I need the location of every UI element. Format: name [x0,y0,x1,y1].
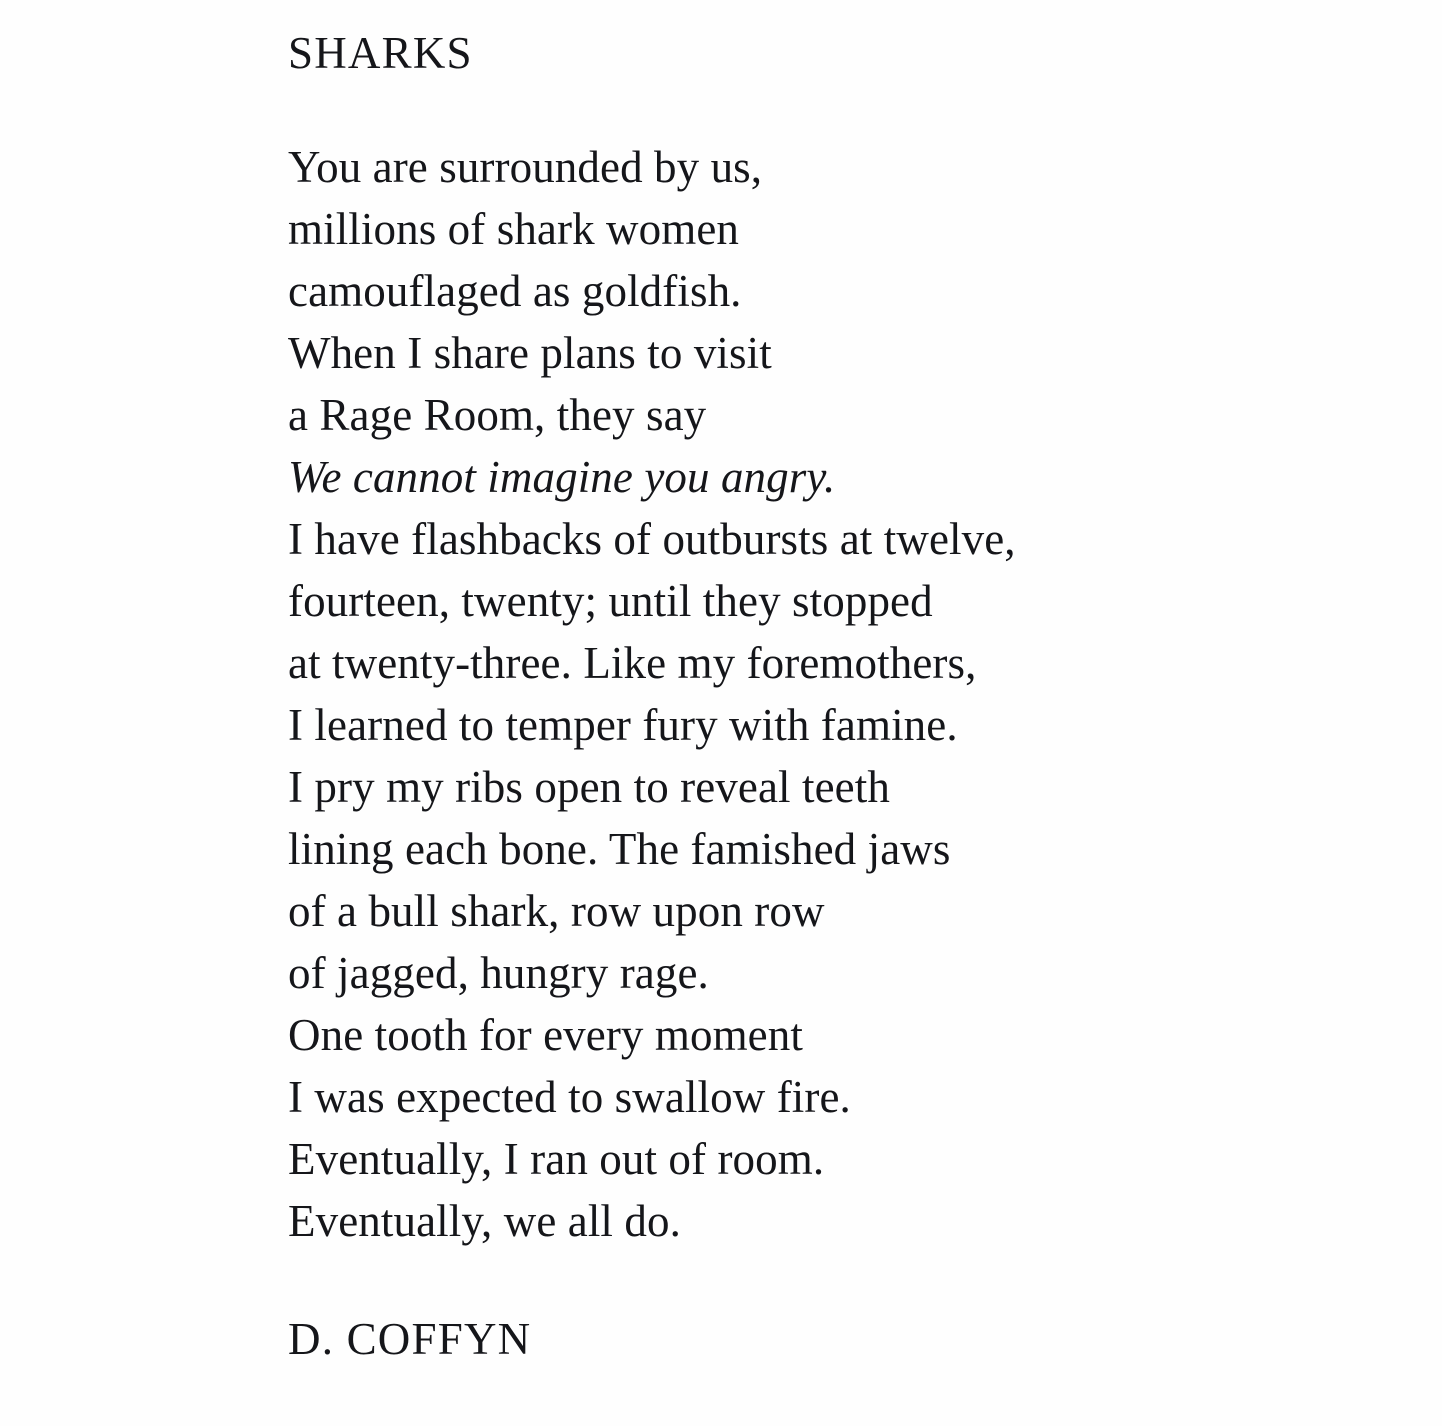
poem-line: I was expected to swallow fire. [288,1072,851,1122]
poem-line: I have flashbacks of outbursts at twelve, [288,514,1016,564]
poem-line: Eventually, we all do. [288,1196,681,1246]
poem-line: at twenty-three. Like my foremothers, [288,638,977,688]
poem-line: a Rage Room, they say [288,390,707,440]
poem-line: lining each bone. The famished jaws [288,824,951,874]
poem-line: millions of shark women [288,204,740,254]
poem-line: of jagged, hungry rage. [288,948,709,998]
poem-line: camouflaged as goldfish. [288,266,742,316]
poem-line: One tooth for every moment [288,1010,803,1060]
poem-line: of a bull shark, row upon row [288,886,825,936]
page-title: SHARKS [288,28,473,78]
poem-line: Eventually, I ran out of room. [288,1134,825,1184]
author-byline: D. COFFYN [288,1314,532,1364]
poem-line: We cannot imagine you angry. [288,452,836,502]
poem-line: You are surrounded by us, [288,142,763,192]
poem-body [288,136,1382,1252]
poem-line: fourteen, twenty; until they stopped [288,576,933,626]
poem-line: When I share plans to visit [288,328,772,378]
poem-line: I pry my ribs open to reveal teeth [288,762,890,812]
poem-line: I learned to temper fury with famine. [288,700,958,750]
